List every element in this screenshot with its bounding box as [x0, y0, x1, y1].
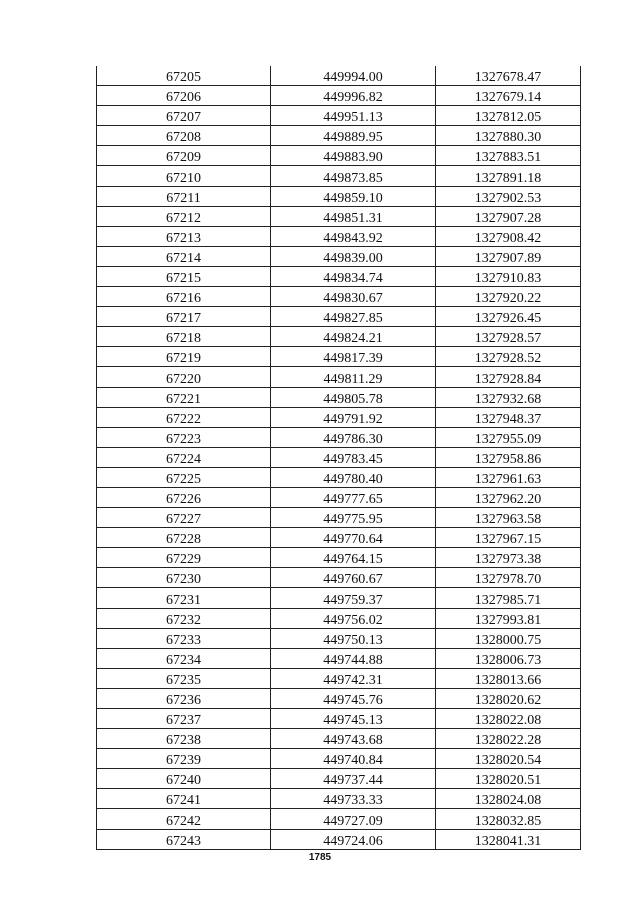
y-coordinate-cell: 1328022.08	[436, 709, 581, 729]
x-coordinate-cell: 449994.00	[271, 66, 436, 86]
y-coordinate-cell: 1327985.71	[436, 588, 581, 608]
y-coordinate-cell: 1327967.15	[436, 528, 581, 548]
point-id-cell: 67206	[97, 86, 271, 106]
point-id-cell: 67209	[97, 146, 271, 166]
table-row	[97, 327, 581, 347]
point-id-cell: 67242	[97, 809, 271, 829]
y-coordinate-cell: 1327932.68	[436, 387, 581, 407]
point-id-cell: 67215	[97, 266, 271, 286]
point-id-cell: 67219	[97, 347, 271, 367]
y-coordinate-cell: 1327812.05	[436, 106, 581, 126]
table-row	[97, 829, 581, 849]
table-row	[97, 447, 581, 467]
y-coordinate-cell: 1327948.37	[436, 407, 581, 427]
point-id-cell: 67243	[97, 829, 271, 849]
table-row	[97, 146, 581, 166]
y-coordinate-cell: 1328020.54	[436, 749, 581, 769]
x-coordinate-cell: 449839.00	[271, 246, 436, 266]
x-coordinate-cell: 449760.67	[271, 568, 436, 588]
y-coordinate-cell: 1327902.53	[436, 186, 581, 206]
table-row	[97, 407, 581, 427]
table-row	[97, 548, 581, 568]
table-row	[97, 729, 581, 749]
point-id-cell: 67210	[97, 166, 271, 186]
x-coordinate-cell: 449743.68	[271, 729, 436, 749]
point-id-cell: 67229	[97, 548, 271, 568]
y-coordinate-cell: 1327928.84	[436, 367, 581, 387]
point-id-cell: 67238	[97, 729, 271, 749]
x-coordinate-cell: 449889.95	[271, 126, 436, 146]
point-id-cell: 67207	[97, 106, 271, 126]
point-id-cell: 67236	[97, 688, 271, 708]
x-coordinate-cell: 449883.90	[271, 146, 436, 166]
table-row	[97, 287, 581, 307]
x-coordinate-cell: 449744.88	[271, 648, 436, 668]
point-id-cell: 67224	[97, 447, 271, 467]
x-coordinate-cell: 449824.21	[271, 327, 436, 347]
table-row	[97, 307, 581, 327]
y-coordinate-cell: 1327958.86	[436, 447, 581, 467]
point-id-cell: 67235	[97, 668, 271, 688]
table-row	[97, 608, 581, 628]
point-id-cell: 67216	[97, 287, 271, 307]
x-coordinate-cell: 449777.65	[271, 487, 436, 507]
x-coordinate-cell: 449873.85	[271, 166, 436, 186]
y-coordinate-cell: 1327926.45	[436, 307, 581, 327]
y-coordinate-cell: 1328041.31	[436, 829, 581, 849]
table-row	[97, 467, 581, 487]
x-coordinate-cell: 449764.15	[271, 548, 436, 568]
x-coordinate-cell: 449742.31	[271, 668, 436, 688]
point-id-cell: 67220	[97, 367, 271, 387]
point-id-cell: 67230	[97, 568, 271, 588]
point-id-cell: 67218	[97, 327, 271, 347]
y-coordinate-cell: 1327978.70	[436, 568, 581, 588]
table-row	[97, 648, 581, 668]
x-coordinate-cell: 449780.40	[271, 467, 436, 487]
table-row	[97, 106, 581, 126]
point-id-cell: 67223	[97, 427, 271, 447]
point-id-cell: 67239	[97, 749, 271, 769]
table-row	[97, 206, 581, 226]
table-row	[97, 186, 581, 206]
point-id-cell: 67208	[97, 126, 271, 146]
x-coordinate-cell: 449756.02	[271, 608, 436, 628]
y-coordinate-cell: 1327973.38	[436, 548, 581, 568]
y-coordinate-cell: 1328020.51	[436, 769, 581, 789]
y-coordinate-cell: 1327928.52	[436, 347, 581, 367]
table-row	[97, 749, 581, 769]
point-id-cell: 67225	[97, 467, 271, 487]
point-id-cell: 67217	[97, 307, 271, 327]
table-row	[97, 347, 581, 367]
point-id-cell: 67227	[97, 508, 271, 528]
x-coordinate-cell: 449745.13	[271, 709, 436, 729]
y-coordinate-cell: 1328022.28	[436, 729, 581, 749]
y-coordinate-cell: 1327910.83	[436, 266, 581, 286]
y-coordinate-cell: 1327993.81	[436, 608, 581, 628]
table-row	[97, 508, 581, 528]
table-row	[97, 126, 581, 146]
table-row	[97, 266, 581, 286]
y-coordinate-cell: 1327679.14	[436, 86, 581, 106]
point-id-cell: 67222	[97, 407, 271, 427]
table-row	[97, 487, 581, 507]
point-id-cell: 67232	[97, 608, 271, 628]
x-coordinate-cell: 449786.30	[271, 427, 436, 447]
y-coordinate-cell: 1328032.85	[436, 809, 581, 829]
x-coordinate-cell: 449859.10	[271, 186, 436, 206]
x-coordinate-cell: 449783.45	[271, 447, 436, 467]
y-coordinate-cell: 1328020.62	[436, 688, 581, 708]
x-coordinate-cell: 449805.78	[271, 387, 436, 407]
table-row	[97, 568, 581, 588]
x-coordinate-cell: 449834.74	[271, 266, 436, 286]
point-id-cell: 67226	[97, 487, 271, 507]
y-coordinate-cell: 1327907.28	[436, 206, 581, 226]
table-row	[97, 367, 581, 387]
y-coordinate-cell: 1327883.51	[436, 146, 581, 166]
table-row	[97, 688, 581, 708]
table-row	[97, 166, 581, 186]
x-coordinate-cell: 449843.92	[271, 226, 436, 246]
point-id-cell: 67228	[97, 528, 271, 548]
y-coordinate-cell: 1328006.73	[436, 648, 581, 668]
x-coordinate-cell: 449827.85	[271, 307, 436, 327]
table-row	[97, 809, 581, 829]
point-id-cell: 67221	[97, 387, 271, 407]
point-id-cell: 67241	[97, 789, 271, 809]
table-row	[97, 86, 581, 106]
y-coordinate-cell: 1328024.08	[436, 789, 581, 809]
point-id-cell: 67237	[97, 709, 271, 729]
y-coordinate-cell: 1327963.58	[436, 508, 581, 528]
y-coordinate-cell: 1327891.18	[436, 166, 581, 186]
table-row	[97, 668, 581, 688]
y-coordinate-cell: 1327955.09	[436, 427, 581, 447]
x-coordinate-cell: 449733.33	[271, 789, 436, 809]
table-row	[97, 769, 581, 789]
x-coordinate-cell: 449791.92	[271, 407, 436, 427]
table-row	[97, 528, 581, 548]
point-id-cell: 67213	[97, 226, 271, 246]
x-coordinate-cell: 449770.64	[271, 528, 436, 548]
y-coordinate-cell: 1327908.42	[436, 226, 581, 246]
table-row	[97, 709, 581, 729]
x-coordinate-cell: 449737.44	[271, 769, 436, 789]
x-coordinate-cell: 449775.95	[271, 508, 436, 528]
coordinate-table-body	[97, 66, 581, 849]
x-coordinate-cell: 449830.67	[271, 287, 436, 307]
table-row	[97, 789, 581, 809]
y-coordinate-cell: 1327678.47	[436, 66, 581, 86]
point-id-cell: 67211	[97, 186, 271, 206]
y-coordinate-cell: 1327961.63	[436, 467, 581, 487]
y-coordinate-cell: 1327928.57	[436, 327, 581, 347]
y-coordinate-cell: 1328013.66	[436, 668, 581, 688]
point-id-cell: 67231	[97, 588, 271, 608]
coordinate-table	[96, 66, 581, 850]
table-row	[97, 427, 581, 447]
y-coordinate-cell: 1327880.30	[436, 126, 581, 146]
x-coordinate-cell: 449750.13	[271, 628, 436, 648]
table-row	[97, 226, 581, 246]
point-id-cell: 67205	[97, 66, 271, 86]
x-coordinate-cell: 449811.29	[271, 367, 436, 387]
point-id-cell: 67212	[97, 206, 271, 226]
x-coordinate-cell: 449724.06	[271, 829, 436, 849]
x-coordinate-cell: 449951.13	[271, 106, 436, 126]
point-id-cell: 67234	[97, 648, 271, 668]
x-coordinate-cell: 449745.76	[271, 688, 436, 708]
table-row	[97, 66, 581, 86]
table-row	[97, 387, 581, 407]
x-coordinate-cell: 449740.84	[271, 749, 436, 769]
y-coordinate-cell: 1327962.20	[436, 487, 581, 507]
x-coordinate-cell: 449996.82	[271, 86, 436, 106]
table-row	[97, 246, 581, 266]
page-number: 1785	[308, 852, 332, 863]
point-id-cell: 67214	[97, 246, 271, 266]
y-coordinate-cell: 1328000.75	[436, 628, 581, 648]
point-id-cell: 67233	[97, 628, 271, 648]
table-row	[97, 588, 581, 608]
x-coordinate-cell: 449727.09	[271, 809, 436, 829]
x-coordinate-cell: 449817.39	[271, 347, 436, 367]
y-coordinate-cell: 1327920.22	[436, 287, 581, 307]
x-coordinate-cell: 449851.31	[271, 206, 436, 226]
point-id-cell: 67240	[97, 769, 271, 789]
table-row	[97, 628, 581, 648]
y-coordinate-cell: 1327907.89	[436, 246, 581, 266]
x-coordinate-cell: 449759.37	[271, 588, 436, 608]
